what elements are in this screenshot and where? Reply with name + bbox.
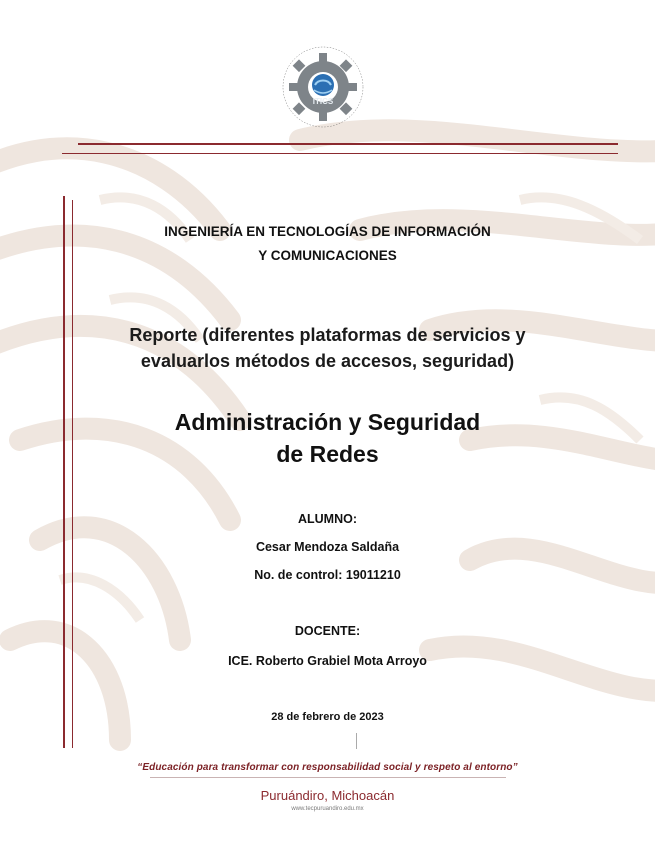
subject-line-1: Administración y Seguridad bbox=[174, 409, 481, 435]
itics-gear-logo bbox=[268, 42, 378, 132]
cursor-mark bbox=[356, 733, 357, 749]
teacher-label: DOCENTE: bbox=[294, 624, 361, 638]
report-line-1: Reporte (diferentes plataformas de servicios y bbox=[129, 325, 526, 345]
footer-rule bbox=[150, 777, 506, 778]
student-control-number: No. de control: 19011210 bbox=[254, 568, 401, 582]
header-rule-top bbox=[78, 143, 618, 145]
institution-title bbox=[0, 220, 655, 268]
report-line-2: evaluarlos métodos de accesos, seguridad) bbox=[140, 351, 515, 371]
gear-icon bbox=[289, 53, 357, 121]
footer-city: Puruándiro, Michoacán bbox=[260, 788, 395, 803]
footer-website: www.tecpuruandiro.edu.mx bbox=[291, 806, 364, 812]
footer-slogan: “Educación para transformar con responsabilidad social y respeto al entorno” bbox=[137, 762, 518, 773]
student-name: Cesar Mendoza Saldaña bbox=[255, 540, 400, 554]
teacher-name: ICE. Roberto Grabiel Mota Arroyo bbox=[228, 654, 427, 668]
report-title bbox=[0, 322, 655, 374]
svg-text:ITICS: ITICS bbox=[312, 97, 334, 106]
subject-title bbox=[0, 406, 655, 470]
student-label: ALUMNO: bbox=[297, 512, 357, 526]
institution-line-1: INGENIERÍA EN TECNOLOGÍAS DE INFORMACIÓN bbox=[164, 224, 491, 239]
institution-line-2: Y COMUNICACIONES bbox=[258, 248, 397, 263]
header-rule-bottom bbox=[62, 153, 618, 154]
subject-line-2: de Redes bbox=[276, 441, 379, 467]
report-date: 28 de febrero de 2023 bbox=[271, 711, 384, 723]
